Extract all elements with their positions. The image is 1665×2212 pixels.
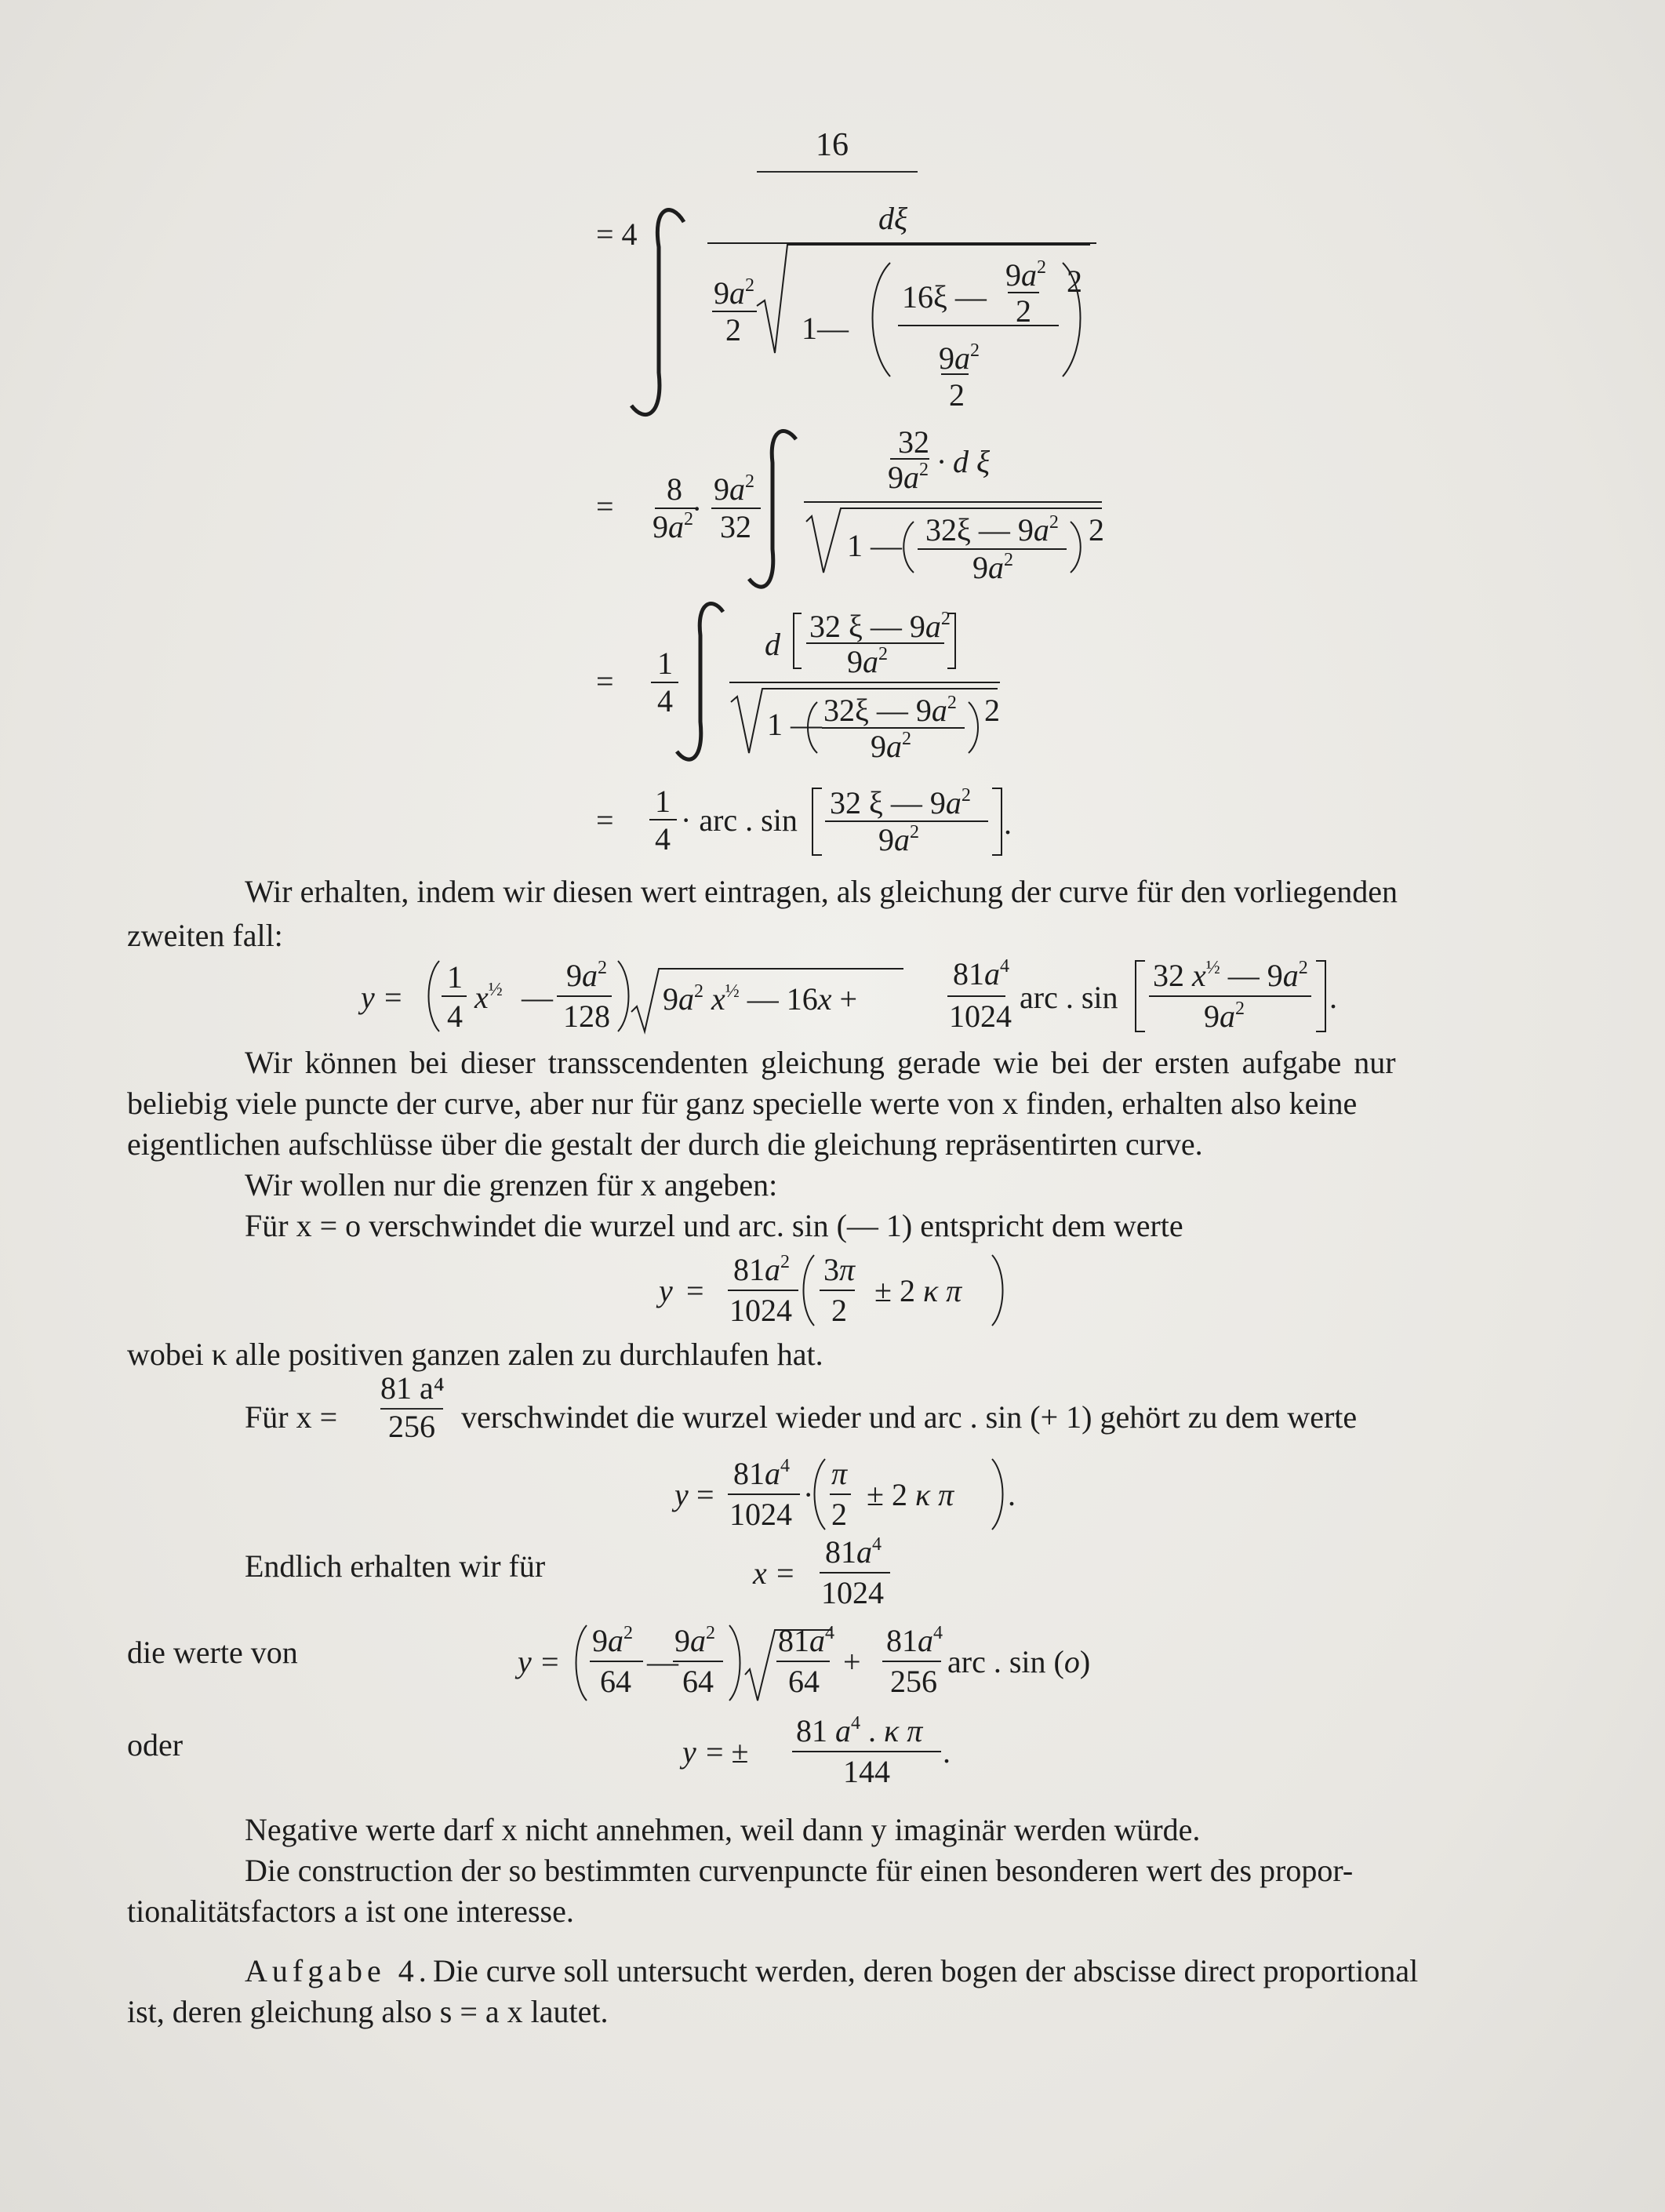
equation-2: = 8 $9a^2$ · $9a^2$ 32 32 $9a^2$ · d ξ 1 — 32ξ — $9a^2$ $9a^2$ 2 — [596, 424, 1129, 596]
exercise-label: Aufgabe 4. — [245, 1953, 431, 1988]
paragraph-5: wobei κ alle positiven ganzen zalen zu durchlaufen hat. — [127, 1337, 823, 1372]
paragraph-6-post: verschwindet die wurzel wieder und arc . sin (+ 1) gehört zu dem werte — [461, 1399, 1358, 1435]
equation-3: = 1 4 d 32 ξ — $9a^2$ $9a^2$ 1 — 32ξ — $9a^2$ $9a^2$ 2 — [596, 596, 1035, 769]
equation-c: x = $81a^4$ 1024 — [753, 1530, 910, 1616]
paragraph-3: Wir wollen nur die grenzen für x angeben: — [245, 1167, 778, 1202]
paragraph-7: Endlich erhalten wir für — [245, 1548, 546, 1584]
main-equation: y = 1 4 $x^{\frac{1}{2}}$ — $9a^2$ 128 $9a^2$ $x^{\frac{1}{2}}$ — 16x + $81a^4$ 1024 arc . sin 32 $x^{\frac{1}{2}}$ — $9a^2$ $9a^2$ . — [361, 949, 1341, 1035]
header-rule — [757, 171, 918, 173]
equation-b: y = $81a^4$ 1024 · π 2 ± 2 κ π . — [674, 1451, 1027, 1537]
equation-1: = 4 dξ $9a^2$ 2 1— 16ξ — $9a^2$ 2 2 $9a^2$ 2 — [596, 200, 1106, 427]
paragraph-10: Negative werte darf x nicht annehmen, weil dann y imaginär werden würde. — [245, 1812, 1201, 1847]
paragraph-11-line-1: Die construction der so bestimmten curvenpuncte für einen besonderen wert des propor- — [245, 1853, 1354, 1888]
equation-4: = 1 4 · arc . sin 32 ξ — $9a^2$ $9a^2$ . — [596, 777, 1035, 863]
paragraph-4: Für x = o verschwindet die wurzel und arc. sin (— 1) entspricht dem werte — [245, 1208, 1183, 1243]
paragraph-1-line-2: zweiten fall: — [127, 918, 283, 953]
paragraph-6-frac-num: 81 a⁴ — [380, 1370, 445, 1406]
paragraph-9: oder — [127, 1727, 184, 1763]
equation-b-graphic — [674, 1451, 1027, 1537]
paragraph-8: die werte von — [127, 1635, 298, 1670]
paragraph-6-pre: Für x = — [245, 1399, 338, 1435]
paragraph-6-frac-den: 256 — [388, 1409, 435, 1444]
paragraph-2-line-1: Wir können bei dieser transscendenten gleichung gerade wie bei der ersten aufgabe nur — [245, 1045, 1396, 1080]
equation-a: y = $81a^2$ 1024 3π 2 ± 2 κ π — [659, 1247, 1035, 1333]
paragraph-11-line-2: tionalitätsfactors a ist one interesse. — [127, 1894, 574, 1929]
paragraph-2-line-3: eigentlichen aufschlüsse über die gestalt der durch die gleichung repräsentirten curve. — [127, 1126, 1203, 1162]
page-number: 16 — [816, 127, 849, 163]
equation-e: y = ± 81 $a^4$ . κ π 144 . — [682, 1708, 957, 1795]
exercise-line-1: Die curve soll untersucht werden, deren bogen der abscisse direct proportional — [433, 1953, 1419, 1988]
equation-d: y = $9a^2$ 64 — $9a^2$ 64 $81a^4$ 64 + $81a^4$ 256 arc . sin (o) — [518, 1616, 1169, 1710]
paragraph-2-line-2: beliebig viele puncte der curve, aber nur für ganz specielle werte von x finden, erhalten also keine — [127, 1086, 1358, 1121]
exercise-line-2: ist, deren gleichung also s = a x lautet. — [127, 1994, 609, 2029]
paragraph-1-line-1: Wir erhalten, indem wir diesen wert eintragen, als gleichung der curve für den vorliegenden — [245, 874, 1398, 909]
